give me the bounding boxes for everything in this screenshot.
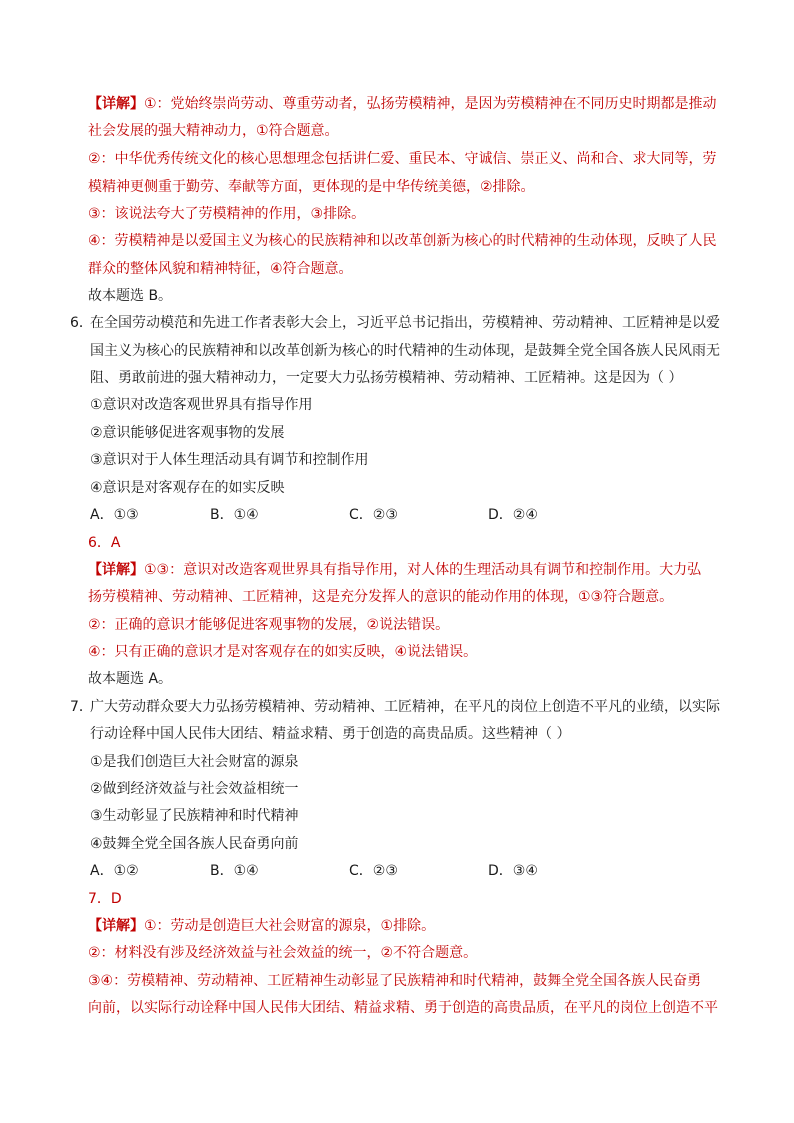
question-item: ①意识对改造客观世界具有指导作用: [90, 397, 313, 413]
detail-tag: 【详解】: [88, 96, 144, 112]
question-stem-line: 行动诠释中国人民伟大团结、精益求精、勇于创造的高贵品质。这些精神（ ）: [90, 726, 571, 742]
question-item: ③生动彰显了民族精神和时代精神: [90, 808, 299, 824]
explanation-line: ②：中华优秀传统文化的核心思想理念包括讲仁爱、重民本、守诚信、崇正义、尚和合、求大同等，劳: [88, 151, 717, 167]
question-item: ④鼓舞全党全国各族人民奋勇向前: [90, 836, 299, 852]
option-a: A．①②: [90, 863, 139, 879]
option-c: C．②③: [349, 863, 398, 879]
question-stem-line: 阻、勇敢前进的强大精神动力，一定要大力弘扬劳模精神、劳动精神、工匠精神。这是因为（ ）: [90, 370, 683, 386]
option-c: C．②③: [349, 507, 398, 523]
detail-tag: 【详解】: [88, 918, 144, 934]
explanation-line: 群众的整体风貌和精神特征，④符合题意。: [88, 261, 353, 277]
explanation-line: 模精神更侧重于勤劳、奉献等方面，更体现的是中华传统美德，②排除。: [88, 179, 535, 195]
explanation-line: [88, 916, 435, 936]
question-stem-line: 在全国劳动模范和先进工作者表彰大会上，习近平总书记指出，劳模精神、劳动精神、工匠精神是以爱: [90, 315, 720, 331]
explanation-text: ①③：意识对改造客观世界具有指导作用，对人体的生理活动具有调节和控制作用。大力弘: [144, 562, 702, 578]
answer-line: 6．A: [88, 535, 121, 551]
question-item: ①是我们创造巨大社会财富的源泉: [90, 754, 299, 770]
detail-tag: 【详解】: [88, 562, 144, 578]
option-b: B．①④: [210, 863, 259, 879]
explanation-line: 扬劳模精神、劳动精神、工匠精神，这是充分发挥人的意识的能动作用的体现，①③符合题意。: [88, 589, 674, 605]
question-number: 6．: [70, 315, 93, 331]
question-item: ②做到经济效益与社会效益相统一: [90, 781, 299, 797]
question-stem-line: 国主义为核心的民族精神和以改革创新为核心的时代精神的生动体现，是鼓舞全党全国各族人民风雨无: [90, 343, 720, 359]
answer-line: 7．D: [88, 891, 122, 907]
explanation-line: ②：材料没有涉及经济效益与社会效益的统一，②不符合题意。: [88, 945, 478, 961]
question-item: ②意识能够促进客观事物的发展: [90, 425, 285, 441]
question-number: 7．: [70, 699, 93, 715]
option-b: B．①④: [210, 507, 259, 523]
explanation-line: [88, 560, 701, 580]
question-stem-line: 广大劳动群众要大力弘扬劳模精神、劳动精神、工匠精神，在平凡的岗位上创造不平凡的业绩，以实际: [90, 699, 720, 715]
explanation-line: ③：该说法夸大了劳模精神的作用，③排除。: [88, 206, 366, 222]
explanation-line: [88, 94, 717, 114]
explanation-line: ④：劳模精神是以爱国主义为核心的民族精神和以改革创新为核心的时代精神的生动体现，反映了人民: [88, 233, 717, 249]
conclusion-line: 故本题选 B。: [88, 288, 173, 304]
explanation-line: ③④：劳模精神、劳动精神、工匠精神生动彰显了民族精神和时代精神，鼓舞全党全国各族人民奋勇: [88, 973, 702, 989]
option-d: D．②④: [488, 507, 538, 523]
explanation-text: ①：劳动是创造巨大社会财富的源泉，①排除。: [144, 918, 436, 934]
explanation-line: 向前，以实际行动诠释中国人民伟大团结、精益求精、勇于创造的高贵品质，在平凡的岗位上创造不平: [88, 1000, 718, 1016]
option-a: A．①③: [90, 507, 139, 523]
question-item: ③意识对于人体生理活动具有调节和控制作用: [90, 452, 369, 468]
explanation-text: ①：党始终崇尚劳动、尊重劳动者，弘扬劳模精神，是因为劳模精神在不同历史时期都是推动: [144, 96, 717, 112]
explanation-line: ②：正确的意识才能够促进客观事物的发展，②说法错误。: [88, 617, 450, 633]
explanation-line: 社会发展的强大精神动力，①符合题意。: [88, 123, 339, 139]
explanation-line: ④：只有正确的意识才是对客观存在的如实反映，④说法错误。: [88, 644, 478, 660]
question-item: ④意识是对客观存在的如实反映: [90, 480, 285, 496]
option-d: D．③④: [488, 863, 538, 879]
conclusion-line: 故本题选 A。: [88, 671, 173, 687]
